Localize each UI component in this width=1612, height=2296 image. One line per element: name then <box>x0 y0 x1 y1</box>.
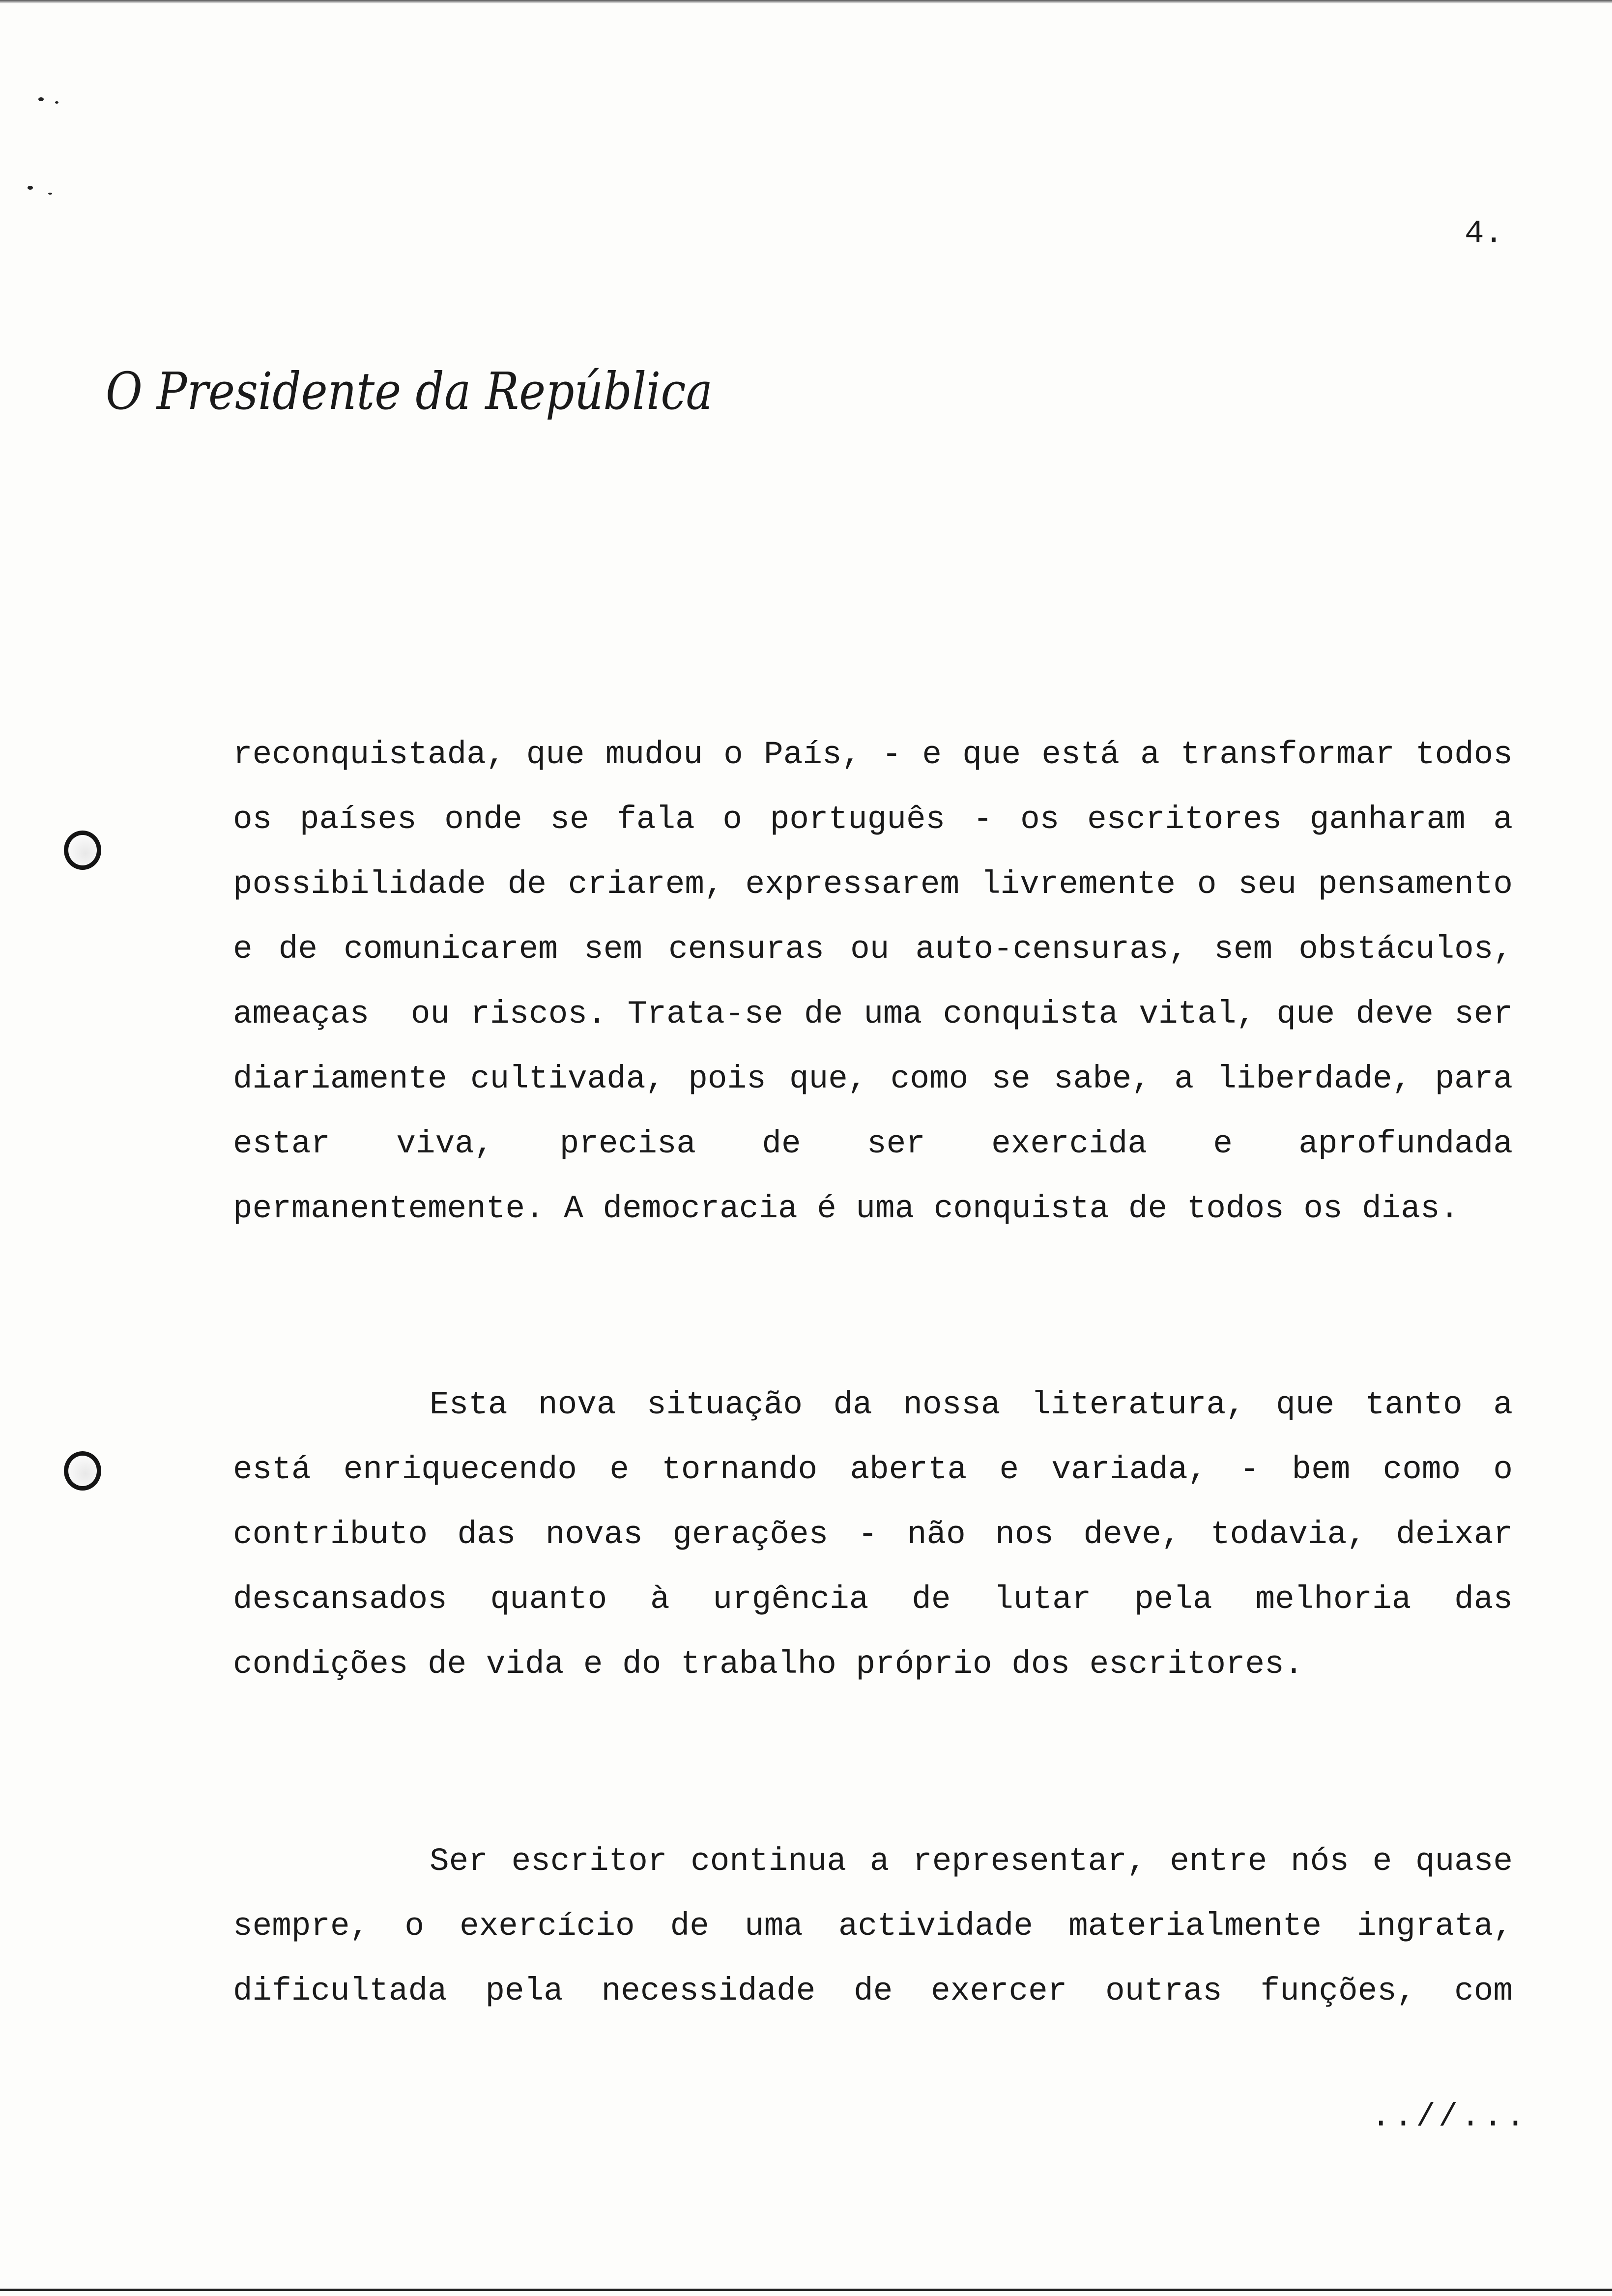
text-line: os países onde se fala o português - os escritores ganharam a <box>233 801 1513 838</box>
text-line: descansados quanto à urgência de lutar pela melhoria das <box>233 1581 1513 1618</box>
punch-hole-top <box>64 831 101 870</box>
presidential-letterhead <box>106 354 715 428</box>
text-line: estar viva, precisa de ser exercida e aprofundada <box>233 1125 1513 1162</box>
text-line: ameaças ou riscos. Trata-se de uma conquista vital, que deve ser <box>233 996 1513 1033</box>
paragraph-1 <box>233 722 1513 1241</box>
text-line: contributo das novas gerações - não nos deve, todavia, deixar <box>233 1516 1513 1553</box>
text-line: possibilidade de criarem, expressarem livremente o seu pensamento <box>233 866 1513 903</box>
text-line: Esta nova situação da nossa literatura, que tanto a <box>430 1386 1513 1423</box>
text-line: e de comunicarem sem censuras ou auto-censuras, sem obstáculos, <box>233 931 1513 968</box>
paragraph-2 <box>233 1373 1513 1697</box>
page-number: 4. <box>1465 215 1504 252</box>
text-line: dificultada pela necessidade de exercer outras funções, com <box>233 1973 1513 2009</box>
letterhead-script-icon <box>106 354 715 428</box>
scan-speck <box>48 193 52 195</box>
scan-speck <box>28 186 33 190</box>
text-line: diariamente cultivada, pois que, como se sabe, a liberdade, para <box>233 1061 1513 1097</box>
text-line: sempre, o exercício de uma actividade materialmente ingrata, <box>233 1908 1513 1945</box>
text-line: condições de vida e do trabalho próprio dos escritores. <box>233 1646 1304 1683</box>
text-line: Ser escritor continua a representar, entre nós e quase <box>430 1843 1513 1880</box>
letterhead-text: O Presidente da República <box>106 361 713 421</box>
text-line: está enriquecendo e tornando aberta e variada, - bem como o <box>233 1451 1513 1488</box>
punch-hole-bottom <box>64 1451 101 1491</box>
continuation-mark: ..//... <box>1371 2098 1528 2135</box>
text-line: reconquistada, que mudou o País, - e que está a transformar todos <box>233 736 1513 773</box>
paragraph-3 <box>233 1829 1513 2024</box>
scan-top-edge <box>0 0 1612 3</box>
scan-speck <box>38 97 44 101</box>
scan-speck <box>55 101 58 104</box>
scan-bottom-edge <box>0 2289 1612 2291</box>
text-line: permanentemente. A democracia é uma conquista de todos os dias. <box>233 1190 1460 1227</box>
